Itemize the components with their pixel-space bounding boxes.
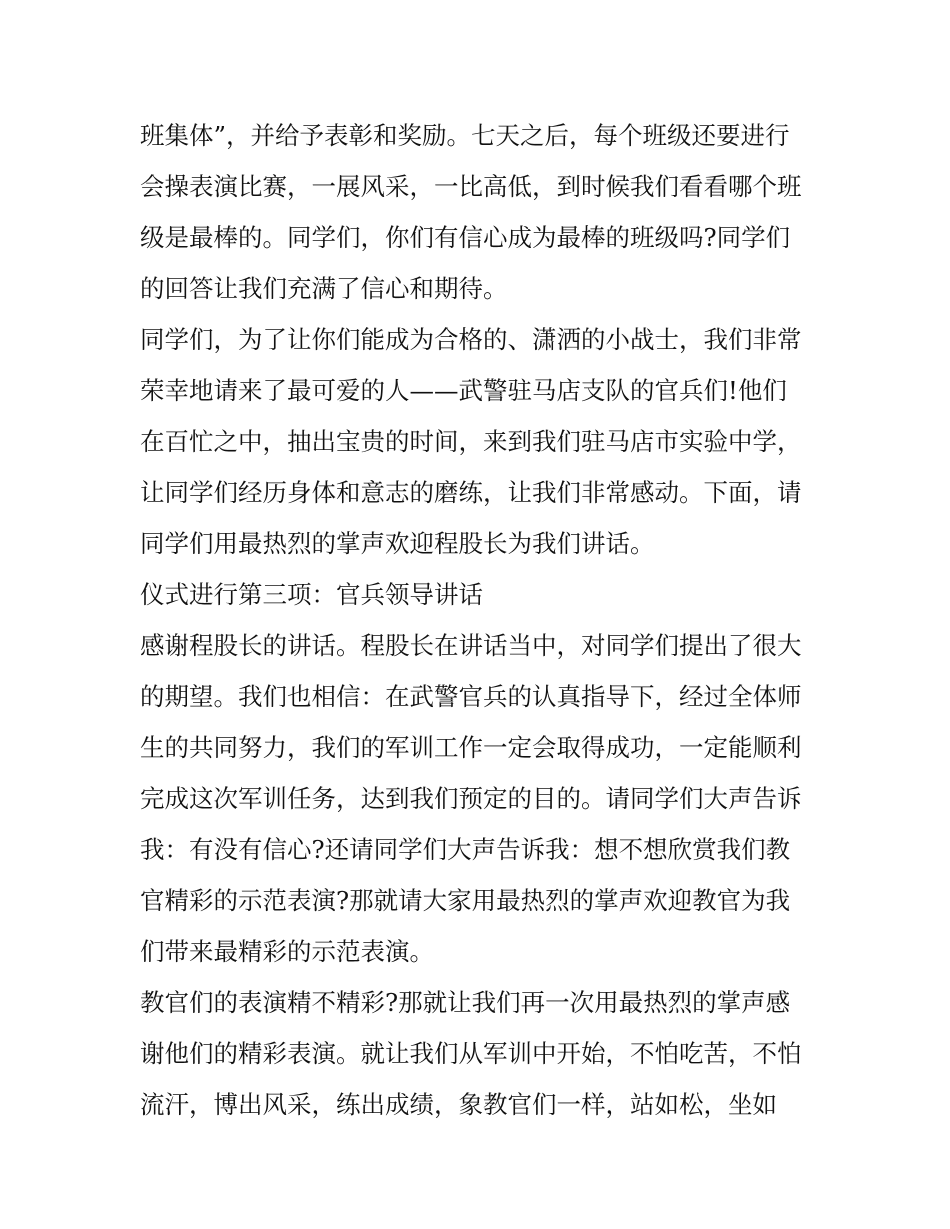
- text-line: 我：有没有信心?还请同学们大声告诉我：想不想欣赏我们教: [140, 835, 791, 864]
- text-line: 级是最棒的。同学们，你们有信心成为最棒的班级吗?同学们: [140, 223, 791, 252]
- text-line: 班集体”，并给予表彰和奖励。七天之后，每个班级还要进行: [140, 121, 790, 150]
- section-heading: 仪式进行第三项：官兵领导讲话: [140, 580, 483, 609]
- document-body: [140, 110, 820, 1130]
- text-line: 谢他们的精彩表演。就让我们从军训中开始，不怕吃苦，不怕: [140, 1039, 802, 1068]
- text-line: 同学们，为了让你们能成为合格的、潇洒的小战士，我们非常: [140, 325, 802, 354]
- text-line: 在百忙之中，抽出宝贵的时间，来到我们驻马店市实验中学，: [140, 427, 802, 456]
- text-line: 让同学们经历身体和意志的磨练，让我们非常感动。下面，请: [140, 478, 802, 507]
- text-line: 官精彩的示范表演?那就请大家用最热烈的掌声欢迎教官为我: [140, 886, 791, 915]
- text-line: 的期望。我们也相信：在武警官兵的认真指导下，经过全体师: [140, 682, 802, 711]
- text-line: 同学们用最热烈的掌声欢迎程股长为我们讲话。: [140, 529, 655, 558]
- text-line: 流汗，博出风采，练出成绩，象教官们一样，站如松，坐如: [140, 1090, 777, 1119]
- text-line: 会操表演比赛，一展风采，一比高低，到时候我们看看哪个班: [140, 172, 802, 201]
- text-line: 荣幸地请来了最可爱的人——武警驻马店支队的官兵们!他们: [140, 376, 787, 405]
- text-line: 教官们的表演精不精彩?那就让我们再一次用最热烈的掌声感: [140, 988, 791, 1017]
- text-line: 们带来最精彩的示范表演。: [140, 937, 434, 966]
- text-line: 的回答让我们充满了信心和期待。: [140, 274, 508, 303]
- text-line: 完成这次军训任务，达到我们预定的目的。请同学们大声告诉: [140, 784, 802, 813]
- text-line: 感谢程股长的讲话。程股长在讲话当中，对同学们提出了很大: [140, 631, 802, 660]
- text-line: 生的共同努力，我们的军训工作一定会取得成功，一定能顺利: [140, 733, 802, 762]
